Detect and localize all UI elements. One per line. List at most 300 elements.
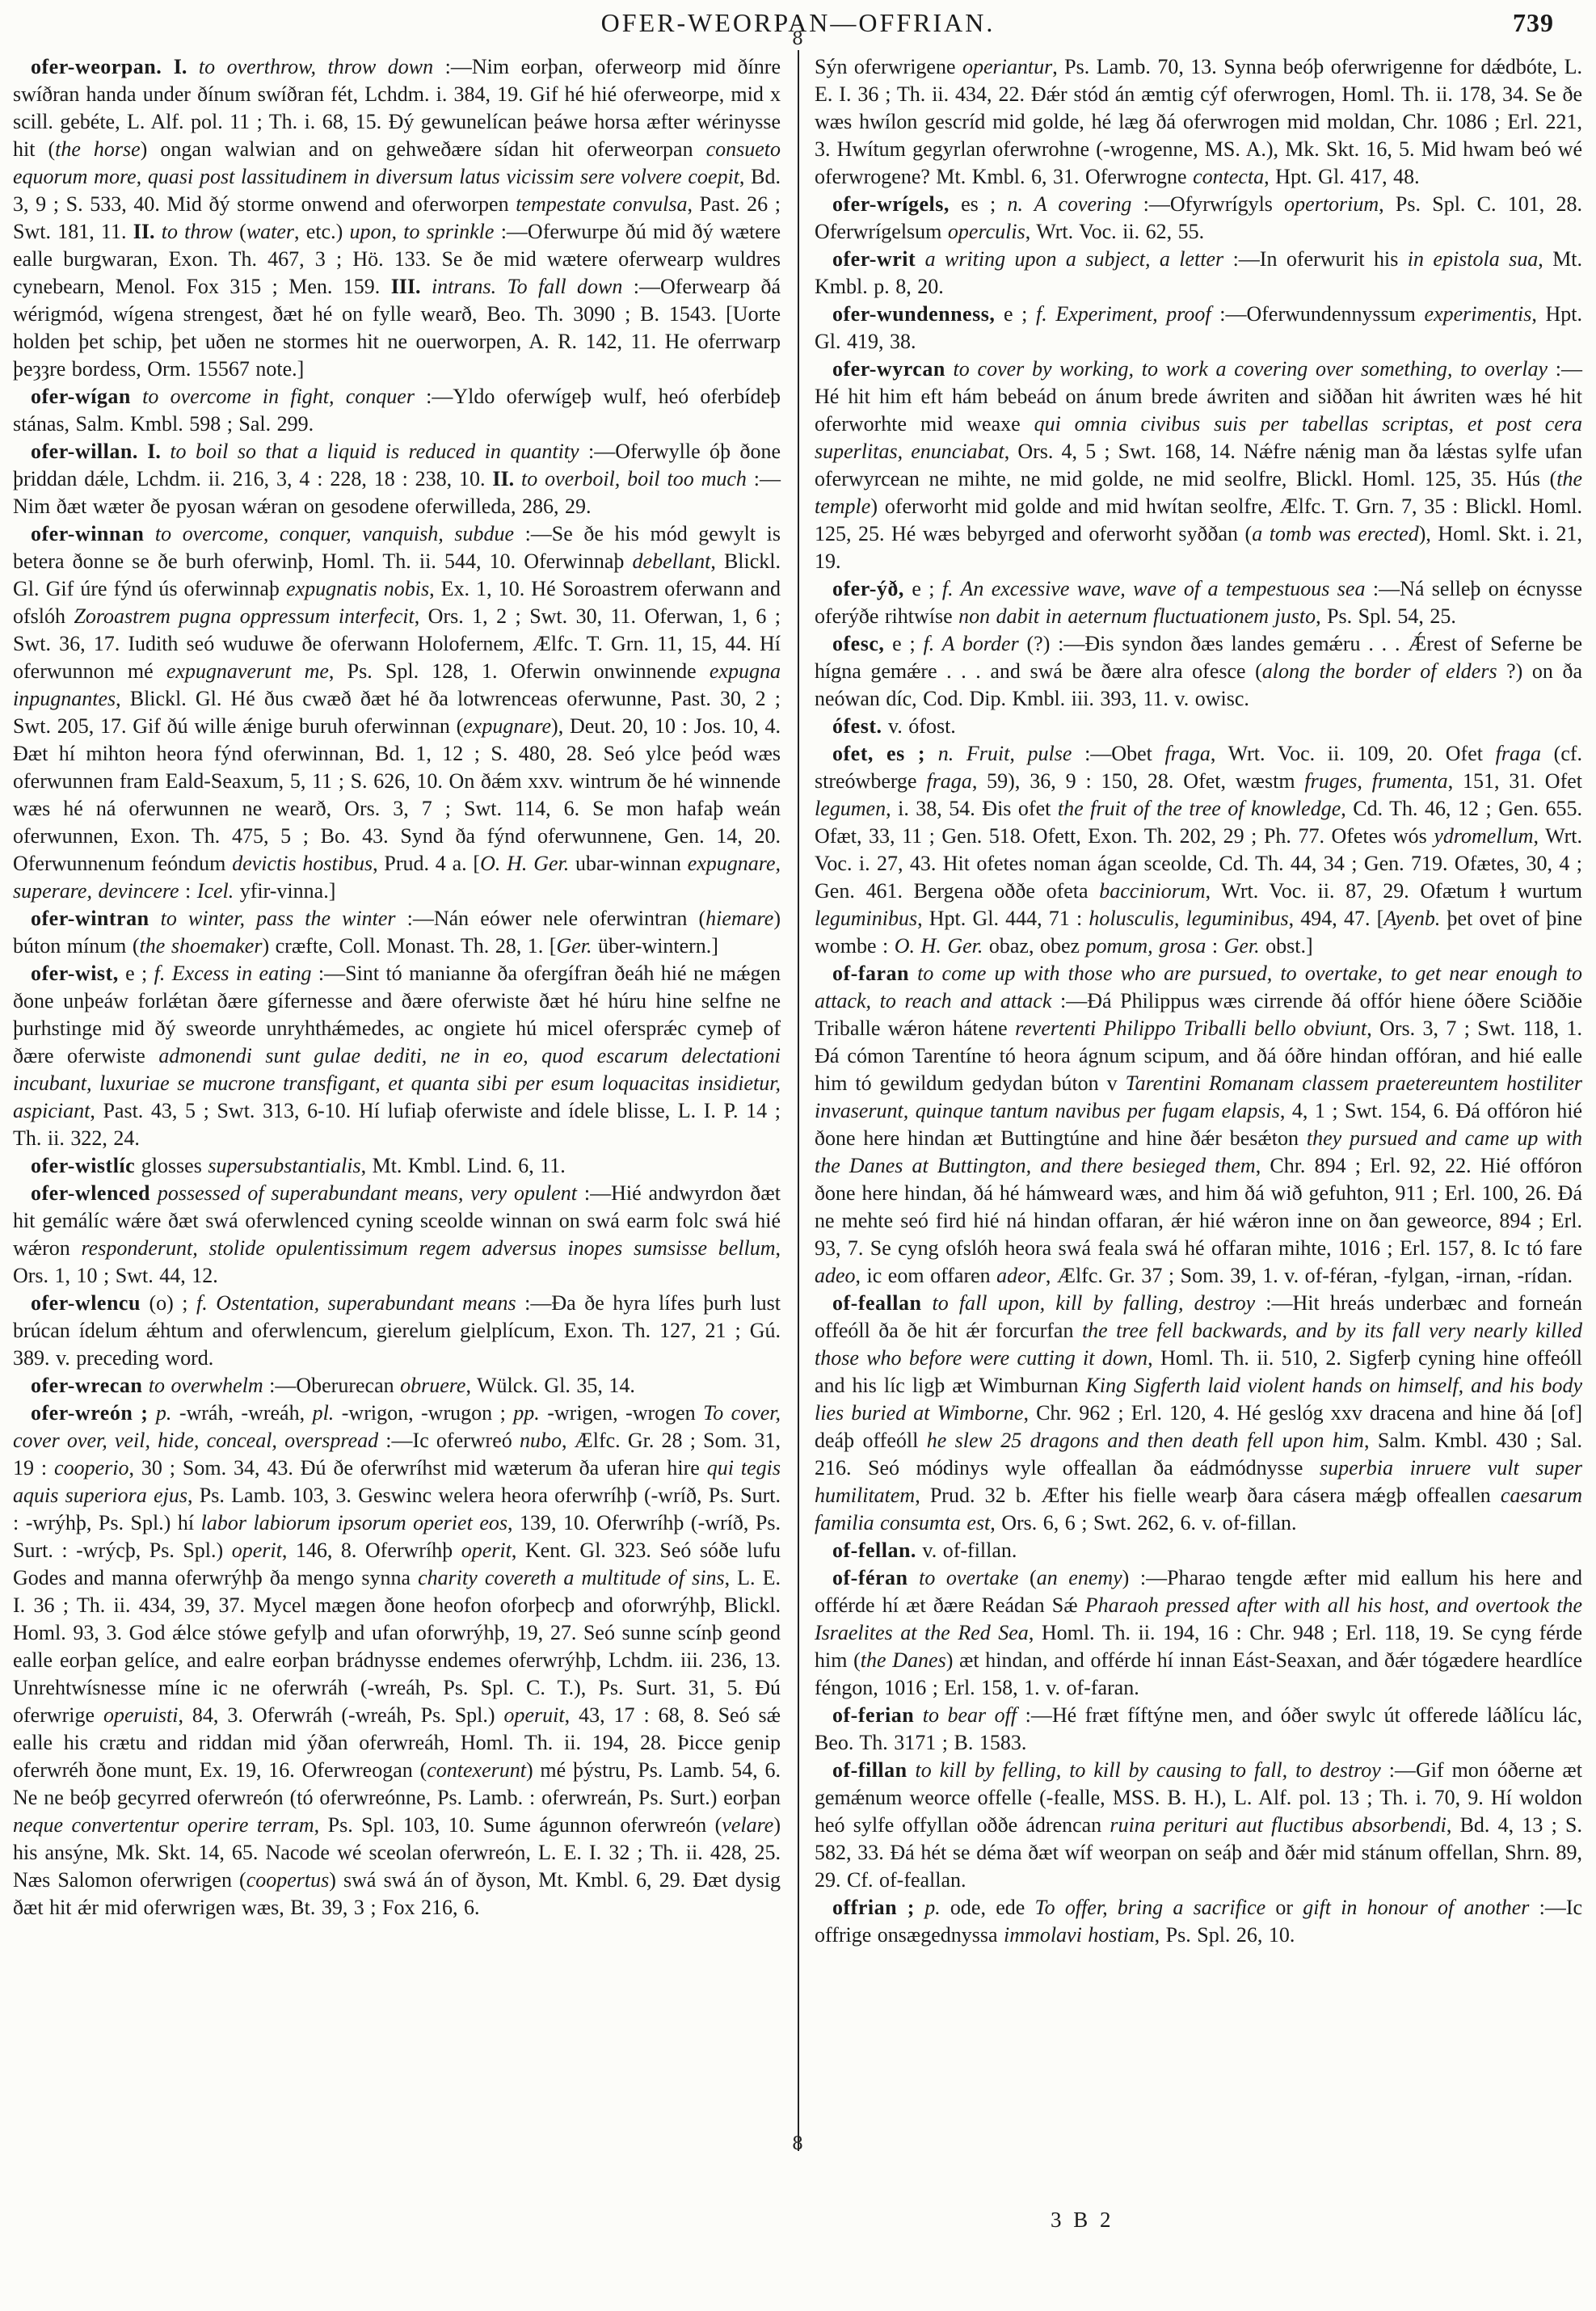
headword: ófest. xyxy=(832,714,882,738)
headword: ofer-wyrcan xyxy=(832,357,945,381)
body-text: (o) ; xyxy=(140,1291,197,1315)
dictionary-entry xyxy=(815,740,1582,960)
italic-text: nubo xyxy=(519,1429,562,1452)
dictionary-entry xyxy=(815,301,1582,356)
italic-text: along the border of elders xyxy=(1261,659,1497,683)
body-text: , 30 ; Som. 34, 43. Ðú ðe oferwríhst mid wæterum ða uferan hire xyxy=(128,1456,707,1480)
body-text: , Salm. Kmbl. 430 ; Sal. 216. Seó módinys wyle offeallan ða eádmódnysse xyxy=(815,1429,1582,1480)
body-text: Sýn oferwrigene xyxy=(815,55,962,78)
italic-text: non dabit in aeternum fluctuationem justo xyxy=(958,604,1316,628)
body-text: : xyxy=(179,879,197,903)
body-text: ), Deut. 20, 10 : Jos. 10, 4. Ðæt hí mihton heora fýnd oferwinnan, Bd. 1, 12 ; S. 480, 28. Seó ylce þeód wæs oferwunnen fram Eald-Seaxum, 5, 11 ; S. 626, 10. On ðǽm xxv. wintrum ðe hé winnende wæs hé ná oferwunnen ne wearð, Ors. 3, 7 ; Swt. 114, 6. Se mon hafaþ weán oferwunnen, Exon. Th. 475, 5 ; Bo. 43. Synd ða fýnd oferwunnene, Gen. 14, 20. Oferwunnenum feóndum xyxy=(13,714,781,875)
dictionary-entry xyxy=(815,575,1582,630)
body-text: ) búton mínum ( xyxy=(13,907,781,958)
body-text xyxy=(907,1758,916,1782)
dictionary-entry xyxy=(815,191,1582,246)
body-text: , Ors. 3, 7 ; Swt. 118, 1. Ðá cómon Tarentíne tó heora ágnum scipum, and ðá óðre hindan offóran, and hié ealle him tó gewildum gedydan búton v xyxy=(815,1017,1583,1095)
body-text: ) cræfte, Coll. Monast. Th. 28, 1. [ xyxy=(262,934,557,958)
italic-text: the fruit of the tree of knowledge xyxy=(1057,797,1341,820)
italic-text: neque convertentur operire terram xyxy=(13,1813,314,1837)
body-text: ) :—Pharao tengde æfter mid eallum his here and offérde hí æt ðære Reádan Sǽ xyxy=(815,1566,1582,1617)
dictionary-entry xyxy=(13,1152,781,1180)
body-text: -wrigon, -wrugon ; xyxy=(334,1401,514,1425)
body-text: , 59), 36, 9 : 150, 28. Ofet, wæstm xyxy=(971,769,1305,793)
body-text: , Wrt. Voc. ii. 87, 29. Ofætum ł wurtum xyxy=(1205,879,1583,903)
body-text: , Wülck. Gl. 35, 14. xyxy=(465,1374,635,1397)
body-text: , Ps. Spl. 128, 1. Oferwin onwinnende xyxy=(328,659,710,683)
italic-text: pl. xyxy=(312,1401,335,1425)
italic-text: operuit xyxy=(503,1703,565,1727)
body-text: þet ovet of þine wombe : xyxy=(815,907,1582,958)
italic-text: O. H. Ger. xyxy=(894,934,983,958)
body-text: , i. 38, 54. Ðis ofet xyxy=(886,797,1058,820)
italic-text: Zoroastrem pugna oppressum interfecit xyxy=(74,604,415,628)
body-text: , Ps. Lamb. 70, 13. Synna beóþ oferwrigenne for dǽdbóte, L. E. I. 36 ; Th. ii. 434, 22. Ðǽr stód án æmtig cýf oferwrogen, Homl. Th. ii. 178, 34. Se ðe wæs hwílon gescríd mid golde, hé læg ðá oferwrogen mid moldan, Chr. 1086 ; Erl. 221, 3. Hwítum gegyrlan oferwrohne (-wrogenne, MS. A.), Mk. Skt. 16, 5. Mid hwam beó wé oferwrogene? Mt. Kmbl. 6, 31. Oferwrogne xyxy=(815,55,1582,188)
body-text: , 84, 3. Oferwráh (-wreáh, Ps. Spl.) xyxy=(178,1703,504,1727)
italic-text: tempestate convulsa xyxy=(516,192,688,216)
body-text xyxy=(149,907,161,930)
body-text xyxy=(154,220,161,243)
italic-text: fraga xyxy=(1164,742,1211,765)
italic-text: velare xyxy=(722,1813,774,1837)
italic-text: King Sigferth laid violent hands on himself, and his body lies buried at Wimborne xyxy=(815,1374,1582,1425)
body-text: v. of-fillan. xyxy=(916,1539,1017,1562)
body-text: , Ps. Lamb. 103, 3. Geswinc welera heora oferwríhþ (-wríð, Ps. Surt. : -wrýhþ, Ps. Spl.) hí xyxy=(13,1484,781,1534)
body-text xyxy=(514,467,521,490)
italic-text: fraga xyxy=(1495,742,1541,765)
body-text: , Chr. 962 ; Erl. 120, 4. Hé geslóg xxv dracena and hine ðá [of] deáþ offeóll xyxy=(815,1401,1583,1452)
headword: ofer-wist, xyxy=(31,962,119,985)
headword: offrian ; xyxy=(832,1896,915,1919)
body-text xyxy=(925,742,938,765)
italic-text: qui omnia civibus suis per tabellas scriptas, et post cera superlitas, enunciabat xyxy=(815,412,1582,463)
italic-text: they pursued and came up with the Danes at Buttington, and there besieged them xyxy=(815,1126,1582,1177)
body-text: , Prud. 4 a. [ xyxy=(373,852,481,875)
body-text: über-wintern.] xyxy=(592,934,718,958)
body-text: :—Ná selleþ on écnysse oferýðe rihtwíse xyxy=(815,577,1583,628)
italic-text: the tree fell backwards, and by its fall very nearly killed those who before were cutting it down xyxy=(815,1319,1583,1370)
italic-text: cooperio xyxy=(54,1456,129,1480)
italic-text: experimentis xyxy=(1424,302,1532,326)
italic-text: a tomb was erected xyxy=(1252,522,1419,545)
body-text: :—Nim eorþan, oferweorp mid ðínre swíðran handa under ðínum swíðran fét, Lchdm. i. 384, 19. Gif hé hié oferweorpe, mid x scill. gebéte, L. Alf. pol. 11 ; Th. i. 68, 15. Ðý gewunelícan þeáwe horsa æfter wérinysse hit ( xyxy=(13,55,781,161)
body-text: (?) :—Ðis syndon ðæs landes gemǽru . . . Ǽrest of Seferne be hígna gemǽre . . . and swá be ðære alra ofesce ( xyxy=(815,632,1582,683)
body-text: ) mé þýstru, Ps. Lamb. 54, 6. Ne ne beóþ gecyrred oferwreón (tó oferwreónne, Ps. Lamb. : oferwreán, Ps. Surt.) eorþan xyxy=(13,1758,781,1809)
body-text: II. xyxy=(492,467,515,490)
body-text: :—Yldo oferwígeþ wulf, heó oferbídeþ stánas, Salm. Kmbl. 598 ; Sal. 299. xyxy=(13,385,781,436)
dictionary-entry xyxy=(815,1757,1582,1894)
italic-text: contexerunt xyxy=(427,1758,526,1782)
italic-text: opertorium xyxy=(1284,192,1379,216)
italic-text: an enemy xyxy=(1036,1566,1122,1589)
body-text: -wráh, -wreáh, xyxy=(171,1401,313,1425)
dictionary-entry xyxy=(815,713,1582,740)
italic-text: responderunt, stolide opulentissimum regem adversus inopes sumsisse bellum xyxy=(81,1236,776,1260)
body-text: :—Hié andwyrdon ðæt hit gemálíc wǽre ðæt swá oferwlenced cyning sceolde winnan on swá earm folc swá hié wǽron xyxy=(13,1181,781,1260)
italic-text: superbia inruere vult super humilitatem xyxy=(815,1456,1583,1507)
headword: ofer-wlencu xyxy=(31,1291,141,1315)
italic-text: the temple xyxy=(815,467,1582,518)
italic-text: to bear off xyxy=(922,1703,1017,1727)
body-text: :—Ðá Philippus wæs cirrende ðá offór hiene óðere Sciððie Triballe wǽron hátene xyxy=(815,989,1582,1040)
body-text: , Bd. 4, 13 ; S. 582, 33. Ðá hét se déma ðæt wíf weorpan on seáþ and ðǽr mid stánum offellan, Shrn. 89, 29. Cf. of-feallan. xyxy=(815,1813,1582,1892)
body-text: :—Obet xyxy=(1072,742,1165,765)
italic-text: to throw xyxy=(161,220,233,243)
body-text xyxy=(945,357,954,381)
body-text: :—Ic oferwreó xyxy=(378,1429,520,1452)
dictionary-entry xyxy=(13,960,781,1152)
italic-text: to kill by felling, to kill by causing to fall, to destroy xyxy=(915,1758,1381,1782)
italic-text: legumen xyxy=(815,797,886,820)
italic-text: operit xyxy=(231,1539,282,1562)
body-text: , etc.) xyxy=(294,220,350,243)
italic-text: To offer, bring a sacrifice xyxy=(1034,1896,1266,1919)
body-text: , Ps. Spl. C. 101, 28. Oferwrígelsum xyxy=(815,192,1582,243)
italic-text: to overcome, conquer, vanquish, subdue xyxy=(154,522,514,545)
body-text: v. ófost. xyxy=(882,714,956,738)
italic-text: expugnare xyxy=(463,714,552,738)
body-text xyxy=(131,385,142,408)
body-text: , Ors. 6, 6 ; Swt. 262, 6. v. of-fillan. xyxy=(990,1511,1297,1534)
body-text xyxy=(915,1896,924,1919)
body-text: ) ongan walwian and on gehweðære sídan hit oferweorpan xyxy=(140,137,706,161)
italic-text: debellant xyxy=(632,549,711,573)
body-text: ode, ede xyxy=(940,1896,1035,1919)
dictionary-entry xyxy=(13,520,781,905)
italic-text: holusculis, leguminibus xyxy=(1089,907,1289,930)
italic-text: gift in honour of another xyxy=(1303,1896,1530,1919)
italic-text: expugnare, superare, devincere xyxy=(13,852,781,903)
body-text: :—Oferwearp ðá wérigmód, wígena strengest, ðæt hé on fylle wearð, Beo. Th. 3090 ; B. 1543. [Uorte holden þet schip, þet uðen ne stormes hit ne ouerworpen, A. R. 142, 11. He oferrwarp þeȝȝre bordess, Orm. 15567 note.] xyxy=(13,275,781,381)
italic-text: contecta xyxy=(1193,165,1265,188)
body-text xyxy=(148,1401,155,1425)
italic-text: the horse xyxy=(55,137,141,161)
headword: ofer-wundenness, xyxy=(832,302,996,326)
body-text: , Past. 43, 5 ; Swt. 313, 6-10. Hí lufiaþ oferwiste and ídele blisse, L. I. P. 14 ; Th. ii. 322, 24. xyxy=(13,1099,781,1150)
body-text xyxy=(150,1181,158,1205)
body-text xyxy=(138,440,147,463)
body-text xyxy=(421,275,432,298)
right-column xyxy=(815,53,1582,1949)
headword: ofer-writ xyxy=(832,247,916,271)
italic-text: Pharaoh pressed after with all his host, and overtook the Israelites at the Red Sea xyxy=(815,1593,1582,1644)
dictionary-entry xyxy=(815,1564,1582,1702)
italic-text: expugnatis nobis xyxy=(286,577,430,600)
headword: ofer-wrígels, xyxy=(832,192,950,216)
italic-text: to fall upon, kill by falling, destroy xyxy=(932,1291,1256,1315)
body-text xyxy=(187,55,199,78)
body-text xyxy=(161,440,170,463)
italic-text: expugnaverunt me xyxy=(166,659,329,683)
body-text: , Bd. 3, 9 ; S. 533, 40. Mid ðý storme onwend and oferworpen xyxy=(13,165,781,216)
body-text xyxy=(909,962,917,985)
body-text: :—Sint tó manianne ða ofergífran ðeáh hié ne mǽgen ðone unþeáw forlǽtan ðære gífernesse and ðære oferwiste ðæt hé húru hine selfne ne þurhstinge mid ðý sweorde unryhthǽmedes, ac ongiete hú micel ofersprǽc cymeþ of ðære oferwiste xyxy=(13,962,781,1067)
headword: of-fillan xyxy=(832,1758,907,1782)
italic-text: to overtake xyxy=(919,1566,1019,1589)
body-text: , 146, 8. Oferwríhþ xyxy=(281,1539,461,1562)
body-text: e ; xyxy=(118,962,154,985)
body-text: es ; xyxy=(949,192,1008,216)
italic-text: supersubstantialis xyxy=(208,1154,361,1177)
body-text: , Blickl. Gl. Gif úre fýnd ús oferwinnaþ xyxy=(13,549,781,600)
italic-text: to overwhelm xyxy=(148,1374,263,1397)
italic-text: he slew 25 dragons and then death fell upon him xyxy=(926,1429,1364,1452)
body-text: , Chr. 894 ; Erl. 92, 22. Hié offóron ðone here hindan, ðá hé hámweard wæs, and him ðá wið gefuhton, 911 ; Erl. 100, 26. Ðá ne mehte seó fird hié ná hindan offaran, ǽr hié wǽron inne on ðan geweorce, 894 ; Erl. 93, 7. Se cyng ofslóh heora swá feala swá hé offaran mihte, 1016 ; Erl. 157, 8. Ic tó fare xyxy=(815,1154,1582,1260)
headword: ofet, es ; xyxy=(832,742,926,765)
dictionary-entry xyxy=(815,1537,1582,1564)
body-text: :—Ofyrwrígyls xyxy=(1131,192,1285,216)
italic-text: To cover, cover over, veil, hide, conceal, overspread xyxy=(13,1401,781,1452)
italic-text: coopertus xyxy=(246,1868,330,1892)
body-text: , Hpt. Gl. 444, 71 : xyxy=(917,907,1089,930)
italic-text: admonendi sunt gulae dediti, ne in eo, quod escarum delectationi incubant, luxuriae se mucrone transfigant, et quanta sibi per esum loquacitas insidietur, aspiciant xyxy=(13,1044,781,1122)
headword: of-fellan. xyxy=(832,1539,916,1562)
italic-text: consueto equorum more, quasi post lassitudinem in diversum latus vicissim sere volvere coepit xyxy=(13,137,781,188)
italic-text: fruges, frumenta xyxy=(1304,769,1448,793)
headword: of-feallan xyxy=(832,1291,922,1315)
dictionary-entry xyxy=(815,246,1582,301)
body-text: , L. E. I. 36 ; Th. ii. 434, 39, 37. Mycel mægen ðone heofon oforþecþ and oforwrýhþ, Blickl. Homl. 93, 3. God ǽlce stówe gefylþ and ufan oforwrýhþ, 19, 27. Seó sunne scínþ geond ealle eorþan gelíce, and ealre eorþan brádnysse endemes oferwrýhþ, Lchdm. iii. 236, 13. Unrehtwísnesse míne ic ne oferwráh (-wreáh, Ps. Spl. C. T.), Ps. Surt. 31, 5. Ðú oferwrige xyxy=(13,1566,781,1727)
italic-text: to overcome in fight, conquer xyxy=(142,385,415,408)
body-text: , Ors. 4, 5 ; Swt. 168, 14. Nǽfre nǽnig man ða lǽstas sylfe ufan oferwyrcean ne mihte, ne mid golde, ne mid seolfre, Blickl. Homl. 125, 35. Hús ( xyxy=(815,440,1582,490)
left-column xyxy=(13,53,781,1922)
body-text: :—Nim ðæt wæter ðe pyosan wǽran on gesodene oferwilleda, 286, 29. xyxy=(13,467,781,518)
body-text: :—Oferwylle óþ ðone þriddan dǽle, Lchdm. ii. 216, 3, 4 : 228, 18 : 238, 10. xyxy=(13,440,781,490)
headword: ofer-wistlíc xyxy=(31,1154,136,1177)
printers-signature: 3 B 2 xyxy=(1051,2208,1114,2232)
body-text: :—Ða ðe hyra lífes þurh lust brúcan ídelum ǽhtum and oferwlencum, gierelum gielplícum, Exon. Th. 127, 21 ; Gú. 389. v. preceding word. xyxy=(13,1291,781,1370)
body-text: , Ors. 1, 10 ; Swt. 44, 12. xyxy=(13,1236,781,1287)
body-text: ) oferworht mid golde and mid hwítan seolfre, Ælfc. T. Grn. 7, 35 : Blickl. Homl. 125, 25. Hé wæs bebyrged and oferworht syððan ( xyxy=(815,495,1582,545)
headword: ofesc, xyxy=(832,632,885,655)
italic-text: hiemare xyxy=(705,907,774,930)
dictionary-entry xyxy=(815,356,1582,575)
italic-text: n. A covering xyxy=(1007,192,1132,216)
italic-text: ruina perituri aut fluctibus absorbendi xyxy=(1110,1813,1447,1837)
body-text: :—Gif mon óðerne æt gemǽnum weorce offelle (-fealle, MSS. B. H.), L. Alf. pol. 13 ; Th. i. 70, 9. Hí woldon heó sylfe offyllan oððe ádrencan xyxy=(815,1758,1582,1837)
body-text: :—Nán eówer nele oferwintran ( xyxy=(395,907,706,930)
italic-text: f. Ostentation, superabundant means xyxy=(196,1291,516,1315)
headword: ofer-wígan xyxy=(31,385,131,408)
italic-text: f. An excessive wave, wave of a tempestuous sea xyxy=(941,577,1366,600)
body-text: , Ælfc. Gr. 37 ; Som. 39, 1. v. of-féran, -fylgan, -irnan, -rídan. xyxy=(1045,1264,1573,1287)
italic-text: ydromellum xyxy=(1434,824,1534,848)
italic-text: to winter, pass the winter xyxy=(160,907,396,930)
column-rule xyxy=(798,50,799,2151)
body-text: , Kent. Gl. 323. Seó sóðe lufu Godes and manna oferwrýhþ ða mengo synna xyxy=(13,1539,781,1589)
body-text: , ic eom offaren xyxy=(855,1264,997,1287)
dictionary-entry xyxy=(815,1290,1582,1537)
headword: ofer-willan. xyxy=(31,440,138,463)
italic-text: f. Excess in eating xyxy=(154,962,312,985)
body-text: ) his ansýne, Mk. Skt. 14, 65. Nacode wé sceolan oferwreón, L. E. I. 32 ; Th. ii. 428, 25. Næs Salomon oferwrigen ( xyxy=(13,1813,781,1892)
body-text: , Cd. Th. 46, 12 ; Gen. 655. Ofæt, 33, 11 ; Gen. 518. Ofett, Exon. Th. 202, 29 ; Ph. 77. Ofetes wós xyxy=(815,797,1583,848)
body-text: , Wrt. Voc. i. 27, 43. Hit ofetes noman ágan sceolde, Cd. Th. 44, 34 ; Gen. 719. Ofætes, 30, 4 ; Gen. 461. Bergena oððe ofeta xyxy=(815,824,1582,903)
italic-text: to boil so that a liquid is reduced in quantity xyxy=(170,440,579,463)
body-text: :—Oferwurpe ðú mid ðý wætere ealle burgwaran, Exon. Th. 467, 3 ; Hö. 133. Se ðe mid wætere oferwearp wuldres cynebearn, Menol. Fox 315 ; Men. 159. xyxy=(13,220,781,298)
italic-text: to overboil, boil too much xyxy=(521,467,747,490)
dictionary-entry xyxy=(13,1400,781,1922)
italic-text: f. A border xyxy=(923,632,1019,655)
italic-text: immolavi hostiam xyxy=(1004,1923,1155,1947)
italic-text: O. H. Ger. xyxy=(480,852,570,875)
headword: of-faran xyxy=(832,962,909,985)
body-text: , Homl. Th. ii. 510, 2. Sigferþ cyning hine offeóll and his líc ligþ æt Wimburnan xyxy=(815,1346,1582,1397)
body-text: , Wrt. Voc. ii. 109, 20. Ofet xyxy=(1210,742,1496,765)
headword: ofer-winnan xyxy=(31,522,145,545)
body-text: ubar-winnan xyxy=(569,852,688,875)
headword: ofer-ýð, xyxy=(832,577,904,600)
italic-text: charity covereth a multitude of sins xyxy=(418,1566,725,1589)
body-text: , Mt. Kmbl. p. 8, 20. xyxy=(815,247,1583,298)
italic-text: leguminibus xyxy=(815,907,918,930)
body-text: :—Ic offrige onsægednyssa xyxy=(815,1896,1583,1947)
italic-text: adeor xyxy=(996,1264,1046,1287)
italic-text: fraga xyxy=(926,769,972,793)
body-text: (cf. streówberge xyxy=(815,742,1583,793)
body-text: -wrigen, -wrogen xyxy=(539,1401,704,1425)
italic-text: pomum, grosa xyxy=(1085,934,1206,958)
italic-text: n. Fruit, pulse xyxy=(937,742,1072,765)
italic-text: expugna inpugnantes xyxy=(13,659,781,710)
headword: of-ferian xyxy=(832,1703,915,1727)
body-text: , Homl. Th. ii. 194, 16 : Chr. 948 ; Erl. 118, 19. Se cyng férde him ( xyxy=(815,1621,1582,1672)
body-text: , Wrt. Voc. ii. 62, 55. xyxy=(1025,220,1205,243)
body-text: ( xyxy=(1018,1566,1037,1589)
body-text: , Hpt. Gl. 417, 48. xyxy=(1264,165,1420,188)
dictionary-entry xyxy=(13,1290,781,1372)
body-text: , Past. 26 ; Swt. 181, 11. xyxy=(13,192,781,243)
body-text: e ; xyxy=(903,577,942,600)
body-text: :—Hit hreás underbæc and forneán offeóll ða ðe hit ǽr forcurfan xyxy=(815,1291,1582,1342)
body-text xyxy=(914,1703,923,1727)
body-text: ) swá swá án of ðyson, Mt. Kmbl. 6, 29. Ðæt dysig ðæt hit ǽr mid oferwrigen wæs, Bt. 39, 3 ; Fox 216, 6. xyxy=(13,1868,781,1919)
italic-text: pp. xyxy=(513,1401,540,1425)
italic-text: obruere xyxy=(400,1374,466,1397)
body-text: ?) on ða neówan díc, Cod. Dip. Kmbl. iii. 393, 11. v. owisc. xyxy=(815,659,1582,710)
body-text xyxy=(921,1291,932,1315)
body-text: :—Oberurecan xyxy=(263,1374,401,1397)
body-text: , 139, 10. Oferwríhþ (-wríð, Ps. Surt. : -wrýcþ, Ps. Spl.) xyxy=(13,1511,781,1562)
italic-text: Ger. xyxy=(556,934,592,958)
dictionary-entry xyxy=(13,383,781,438)
italic-text: bacciniorum xyxy=(1099,879,1206,903)
headword: ofer-wlenced xyxy=(31,1181,150,1205)
dictionary-entry xyxy=(13,1372,781,1400)
italic-text: upon, to sprinkle xyxy=(349,220,495,243)
body-text: yfir-vinna.] xyxy=(234,879,336,903)
body-text: , Mt. Kmbl. Lind. 6, 11. xyxy=(360,1154,566,1177)
italic-text: operculis xyxy=(947,220,1025,243)
dictionary-entry xyxy=(13,438,781,520)
body-text: III. xyxy=(390,275,421,298)
body-text: , Ors. 1, 2 ; Swt. 30, 11. Oferwan, 1, 6 ; Swt. 36, 17. Iudith seó wuduwe ðe oferwann Holofernem, Ælfc. T. Grn. 11, 15, 44. Hí oferwunnon mé xyxy=(13,604,781,683)
body-text xyxy=(916,247,924,271)
dictionary-entry xyxy=(815,1702,1582,1757)
italic-text: to overthrow, throw down xyxy=(198,55,434,78)
italic-text: f. Experiment, proof xyxy=(1035,302,1211,326)
headword: ofer-wreón ; xyxy=(31,1401,149,1425)
italic-text: in epistola sua xyxy=(1407,247,1539,271)
italic-text: possessed of superabundant means, very opulent xyxy=(157,1181,577,1205)
body-text: :—Hé hit him eft hám bebeád on ánum brede áwriten and siððan hit áwriten wæs hé hit oferworhte mid weaxe xyxy=(815,357,1582,436)
dictionary-entry xyxy=(13,1180,781,1290)
body-text: , Hpt. Gl. 419, 38. xyxy=(815,302,1582,353)
italic-text: qui tegis aquis superiora ejus xyxy=(13,1456,781,1507)
body-text xyxy=(144,522,155,545)
italic-text: caesarum familia consumta est xyxy=(815,1484,1582,1534)
body-text: e ; xyxy=(995,302,1036,326)
headword: of-féran xyxy=(832,1566,908,1589)
italic-text: Tarentini Romanam classem praetereuntem hostiliter invaserunt, quinque tantum navibus per fugam elapsis xyxy=(815,1071,1582,1122)
body-text: I. xyxy=(147,440,161,463)
entry-continuation xyxy=(815,53,1582,191)
body-text: ( xyxy=(232,220,246,243)
italic-text: devictis hostibus xyxy=(232,852,373,875)
body-text: , 43, 17 : 68, 8. Seó sǽ ealle his crætu and riddan mid ýðan oferwreáh, Homl. Th. ii. 194, 28. Þicce genip oferwréh ðone munt, Ex. 19, 16. Oferwreogan ( xyxy=(13,1703,781,1782)
italic-text: the Danes xyxy=(860,1648,946,1672)
italic-text: adeo xyxy=(815,1264,856,1287)
body-text xyxy=(162,55,174,78)
body-text: , 151, 31. Ofet xyxy=(1447,769,1583,793)
italic-text: Icel. xyxy=(196,879,234,903)
italic-text: to come up with those who are pursued, to overtake, to get near enough to attack, to reach and attack xyxy=(815,962,1582,1012)
body-text: ), Homl. Skt. i. 21, 19. xyxy=(815,522,1582,573)
body-text: :—In oferwurit his xyxy=(1223,247,1408,271)
body-text: :—Oferwundennyssum xyxy=(1211,302,1425,326)
dictionary-entry xyxy=(815,1894,1582,1949)
body-text: ) æt hindan, and offérde hí innan Eást-Seaxan, and ðǽr tógædere heardlíce féngon, 1016 ; Erl. 158, 1. v. of-faran. xyxy=(815,1648,1582,1699)
body-text: , 4, 1 ; Swt. 154, 6. Ðá offóron hié ðone here hindan æt Buttingtúne and hine ðǽr besǽton xyxy=(815,1099,1582,1150)
body-text: , Ps. Spl. 26, 10. xyxy=(1154,1923,1295,1947)
body-text: , Prud. 32 b. Æfter his fielle wearþ ðara cásera mǽgþ offeallen xyxy=(915,1484,1501,1507)
italic-text: labor labiorum ipsorum operiet eos xyxy=(200,1511,507,1534)
body-text xyxy=(908,1566,920,1589)
body-text: :—Hé fræt fíftýne men, and óðer swylc út offerede láðlícu lác, Beo. Th. 3171 ; B. 1583. xyxy=(815,1703,1582,1754)
body-text: : xyxy=(1206,934,1224,958)
body-text: e ; xyxy=(884,632,924,655)
body-text: obst.] xyxy=(1259,934,1313,958)
italic-text: intrans. To fall down xyxy=(431,275,623,298)
italic-text: operit xyxy=(461,1539,512,1562)
italic-text: Ger. xyxy=(1223,934,1260,958)
dictionary-entry xyxy=(815,960,1582,1290)
italic-text: water xyxy=(246,220,295,243)
italic-text: to cover by working, to work a covering over something, to overlay xyxy=(953,357,1548,381)
body-text: , Ps. Spl. 103, 10. Sume águnnon oferwreón ( xyxy=(314,1813,722,1837)
italic-text: p. xyxy=(155,1401,172,1425)
body-text: , Ps. Spl. 54, 25. xyxy=(1316,604,1456,628)
dictionary-entry xyxy=(13,53,781,383)
running-title: OFER-WEORPAN—OFFRIAN. xyxy=(600,8,996,37)
italic-text: operiantur xyxy=(962,55,1053,78)
body-text: , Ælfc. Gr. 28 ; Som. 31, 19 : xyxy=(13,1429,781,1480)
body-text: :—Se ðe his mód gewylt is betera ðonne se ðe burh oferwinþ, Homl. Th. ii. 544, 10. Oferwinnaþ xyxy=(13,522,781,573)
italic-text: a writing upon a subject, a letter xyxy=(924,247,1224,271)
italic-text: p. xyxy=(924,1896,941,1919)
headword: ofer-wrecan xyxy=(31,1374,143,1397)
italic-text: the shoemaker xyxy=(139,934,263,958)
headword: ofer-weorpan. xyxy=(31,55,162,78)
body-text: obaz, obez xyxy=(983,934,1086,958)
dictionary-entry xyxy=(13,905,781,960)
dictionary-entry xyxy=(815,630,1582,713)
italic-text: operuisti xyxy=(103,1703,179,1727)
page-number: 739 xyxy=(1513,8,1554,37)
body-text: , Ex. 1, 10. Hé Soroastrem oferwann and ofslóh xyxy=(13,577,781,628)
italic-text: Ayenb. xyxy=(1383,907,1441,930)
body-text: or xyxy=(1265,1896,1303,1919)
